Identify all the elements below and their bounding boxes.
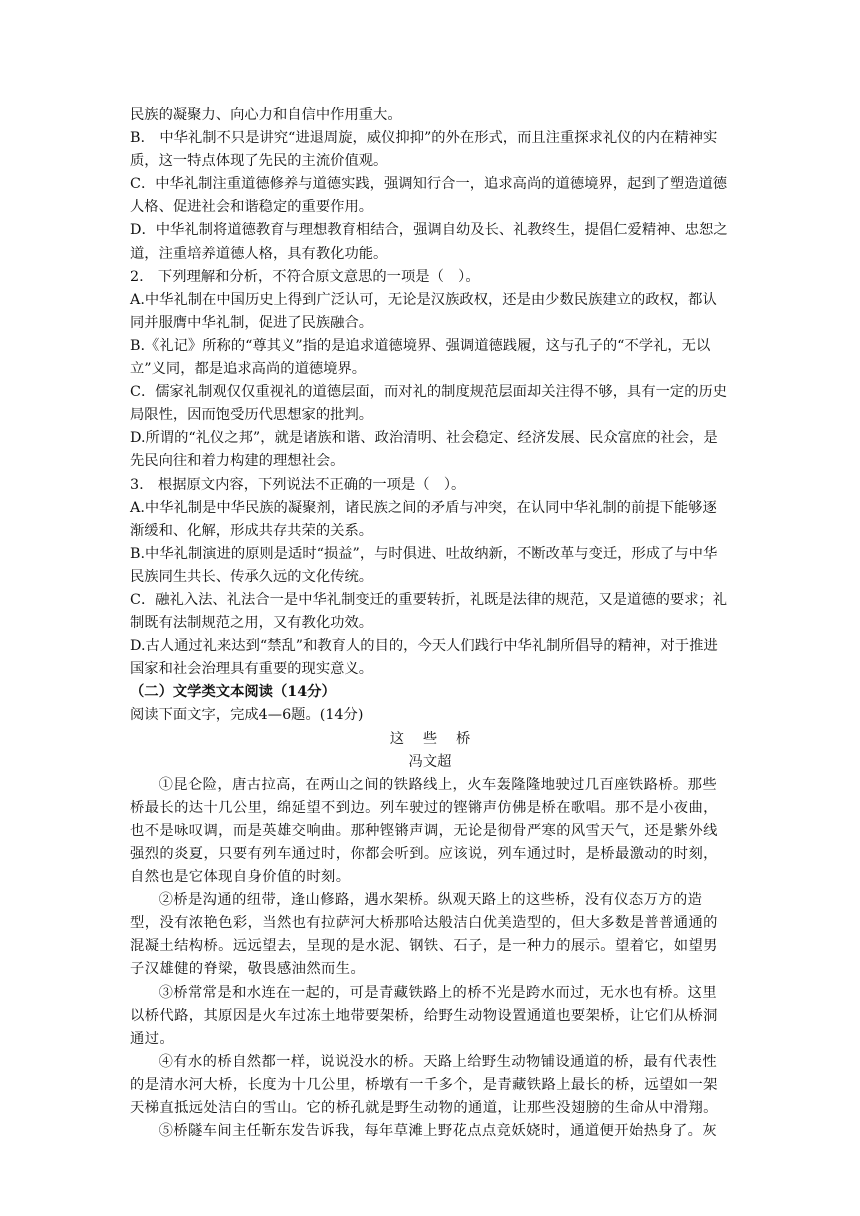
q1-option-d: D．中华礼制将道德教育与理想教育相结合，强调自幼及长、礼教终生，提倡仁爱精神、忠恕之道，注重培养道德人格，具有教化功能。	[130, 222, 728, 262]
q3-option-a: A.中华礼制是中华民族的凝聚剂，诸民族之间的矛盾与冲突，在认同中华礼制的前提下能够逐渐缓和、化解，形成共存共荣的关系。	[130, 499, 717, 539]
story-paragraph-3: ③桥常常是和水连在一起的，可是青藏铁路上的桥不光是跨水而过，无水也有桥。这里以桥代路，其原因是火车过冻土地带要架桥，给野生动物设置通道也要架桥，让它们从桥洞通过。	[130, 984, 718, 1047]
q2-stem: 2. 下列理解和分析，不符合原文意思的一项是（ ）。	[130, 268, 480, 285]
q3-option-d: D.古人通过礼来达到“禁乱”和教育人的目的，今天人们践行中华礼制所倡导的精神，对于推进国家和社会治理具有重要的现实意义。	[130, 638, 718, 678]
q3-stem: 3. 根据原文内容，下列说法不正确的一项是（ ）。	[130, 476, 466, 493]
q1-option-a-tail: 民族的凝聚力、向心力和自信中作用重大。	[130, 107, 402, 123]
q2-option-a: A.中华礼制在中国历史上得到广泛认可，无论是汉族政权，还是由少数民族建立的政权，都认同并服膺中华礼制，促进了民族融合。	[130, 291, 717, 331]
story-title: 这 些 桥	[389, 730, 478, 747]
story-body	[130, 774, 730, 1144]
story-paragraph-2: ②桥是沟通的纽带，逢山修路，遇水架桥。纵观天路上的这些桥，没有仪态万方的造型，没有浓艳色彩，当然也有拉萨河大桥那哈达般洁白优美造型的，但大多数是普普通通的混凝土结构桥。远远望去，呈现的是水泥、钢铁、石子，是一种力的展示。望着它，如望男子汉雄健的脊梁，敬畏感油然而生。	[130, 892, 718, 978]
story-paragraph-5: ⑤桥隧车间主任靳东发告诉我，每年草滩上野花点点竞妖娆时，通道便开始热身了。灰	[158, 1123, 718, 1140]
q3-option-b: B.中华礼制演进的原则是适时“损益”，与时俱进、吐故纳新，不断改革与变迁，形成了与中华民族同生共长、传承久远的文化传统。	[130, 545, 718, 585]
q1-option-c: C．中华礼制注重道德修养与道德实践，强调知行合一，追求高尚的道德境界，起到了塑造道德人格、促进社会和谐稳定的重要作用。	[130, 176, 728, 216]
story-paragraph-1: ①昆仑险，唐古拉高，在两山之间的铁路线上，火车轰隆隆地驶过几百座铁路桥。那些桥最长的达十几公里，绵延望不到边。列车驶过的铿锵声仿佛是桥在歌唱。那不是小夜曲，也不是咏叹调，而是英雄交响曲。那种铿锵声调，无论是彻骨严寒的风雪天气，还是紫外线强烈的炎夏，只要有列车通过时，你都会听到。应该说，列车通过时，是桥最激动的时刻，自然也是它体现自身价值的时刻。	[130, 776, 718, 886]
q2-option-c: C．儒家礼制观仅仅重视礼的道德层面，而对礼的制度规范层面却关注得不够，具有一定的历史局限性，因而饱受历代思想家的批判。	[130, 384, 728, 424]
story-paragraph-4: ④有水的桥自然都一样，说说没水的桥。天路上给野生动物铺设通道的桥，最有代表性的是清水河大桥，长度为十几公里，桥墩有一千多个，是青藏铁路上最长的桥，远望如一架天梯直抵远处洁白的雪山。它的桥孔就是野生动物的通道，让那些没翅膀的生命从中滑翔。	[130, 1053, 718, 1117]
q3-option-c: C．融礼入法、礼法合一是中华礼制变迁的重要转折，礼既是法律的规范，又是道德的要求；礼制既有法制规范之用，又有教化功效。	[130, 591, 728, 632]
q2-option-d: D.所谓的“礼仪之邦”，就是诸族和谐、政治清明、社会稳定、经济发展、民众富庶的社会，是先民向往和着力构建的理想社会。	[130, 430, 718, 470]
story-author: 冯文超	[408, 753, 452, 770]
section-instruction: 阅读下面文字，完成4—6题。(14分)	[130, 707, 364, 724]
q1-option-b: B. 中华礼制不只是讲究“进退周旋，威仪抑抑”的外在形式，而且注重探求礼仪的内在精神实质，这一特点体现了先民的主流价值观。	[130, 130, 718, 170]
q2-option-b: B.《礼记》所称的“尊其义”指的是追求道德境界、强调道德践履，这与孔子的“不学礼，无以立”义同，都是追求高尚的道德境界。	[130, 337, 711, 378]
section-heading: （二）文学类文本阅读（14分）	[130, 684, 336, 701]
text-body	[130, 104, 730, 1143]
